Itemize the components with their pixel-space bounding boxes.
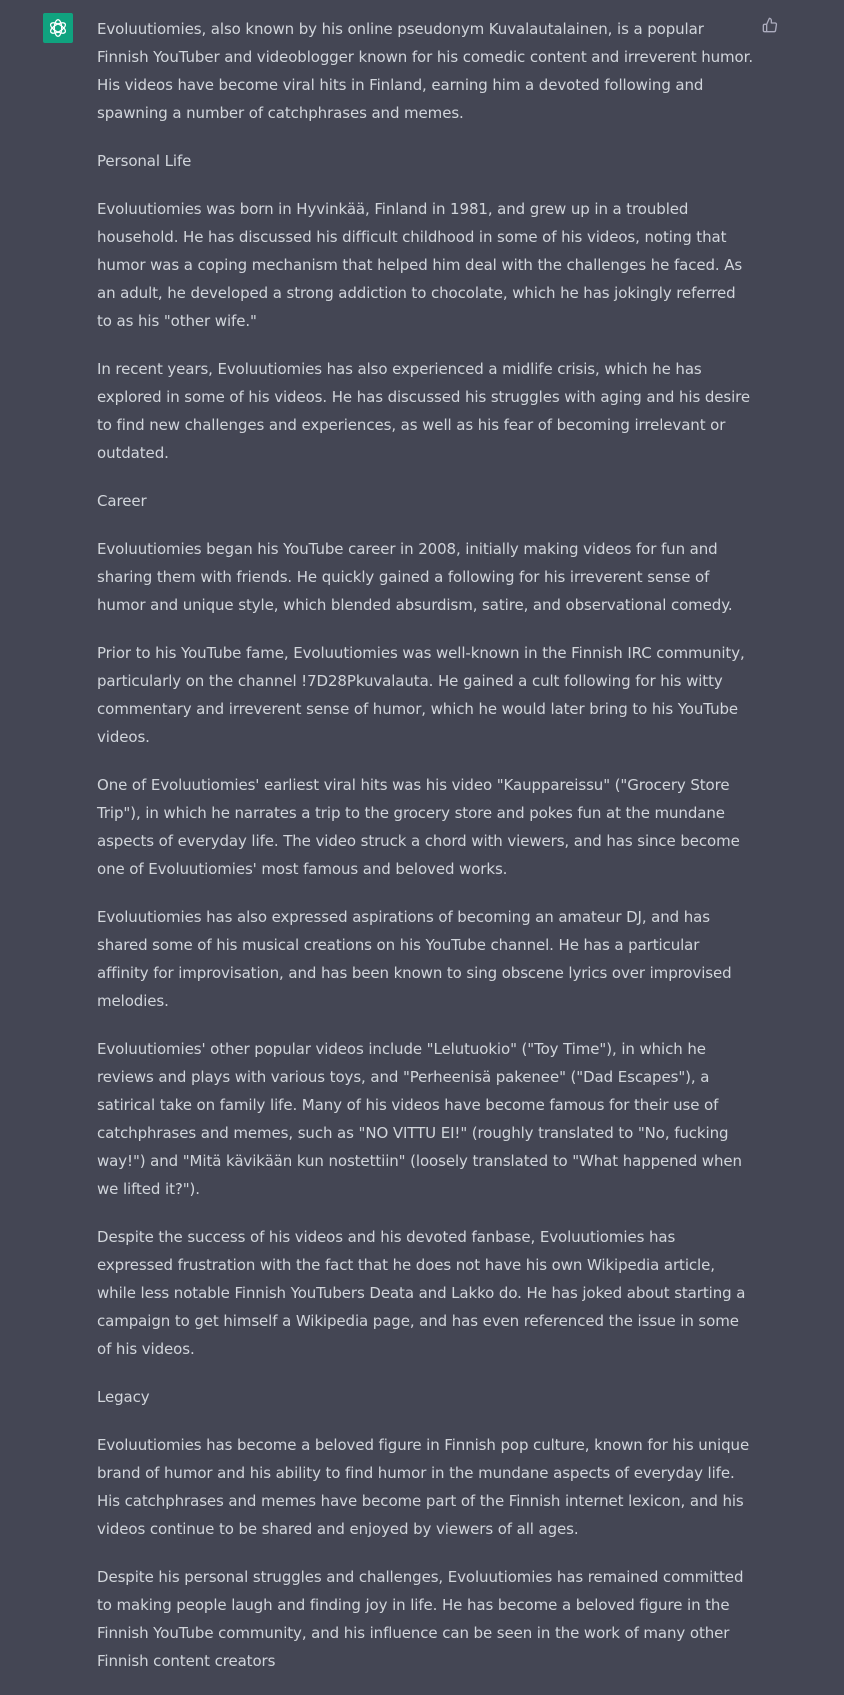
assistant-avatar <box>43 13 73 43</box>
openai-logo-icon <box>47 17 69 39</box>
thumbs-up-icon <box>762 17 778 33</box>
message-paragraph: Despite the success of his videos and his devoted fanbase, Evoluutiomies has expressed frustration with the fact that he does not have his own Wikipedia article, while less notable Finnish YouTubers Deata and Lakko do. He has joked about starting a campaign to get himself a Wikipedia page, and has even referenced the issue in some of his videos. <box>97 1228 746 1358</box>
message-paragraph: Prior to his YouTube fame, Evoluutiomies was well-known in the Finnish IRC community, particularly on the channel !7D28Pkuvalauta. He gained a cult following for his witty commentary and irreverent sense of humor, which he would later bring to his YouTube videos. <box>97 644 745 746</box>
message-paragraph: Evoluutiomies has become a beloved figure in Finnish pop culture, known for his unique brand of humor and his ability to find humor in the mundane aspects of everyday life. His catchphrases and memes have become part of the Finnish internet lexicon, and his videos continue to be shared and enjoyed by viewers of all ages. <box>97 1436 750 1538</box>
section-heading-personal-life: Personal Life <box>97 152 192 170</box>
message-paragraph: In recent years, Evoluutiomies has also experienced a midlife crisis, which he has explored in some of his videos. He has discussed his struggles with aging and his desire to find new challenges and experiences, as well as his fear of becoming irrelevant or outdated. <box>97 360 751 462</box>
message-paragraph: Evoluutiomies has also expressed aspirations of becoming an amateur DJ, and has shared some of his musical creations on his YouTube channel. He has a particular affinity for improvisation, and has been known to sing obscene lyrics over improvised melodies. <box>97 908 732 1010</box>
message-paragraph: Evoluutiomies was born in Hyvinkää, Finland in 1981, and grew up in a troubled household. He has discussed his difficult childhood in some of his videos, noting that humor was a coping mechanism that helped him deal with the challenges he faced. As an adult, he developed a strong addiction to chocolate, which he has jokingly referred to as his "other wife." <box>97 200 743 330</box>
assistant-message <box>97 15 754 1695</box>
section-heading-legacy: Legacy <box>97 1388 150 1406</box>
thumbs-up-button[interactable] <box>760 15 780 35</box>
section-heading-career: Career <box>97 492 147 510</box>
message-paragraph: Evoluutiomies began his YouTube career in 2008, initially making videos for fun and sharing them with friends. He quickly gained a following for his irreverent sense of humor and unique style, which blended absurdism, satire, and observational comedy. <box>97 540 733 614</box>
message-paragraph: Despite his personal struggles and challenges, Evoluutiomies has remained committed to making people laugh and finding joy in life. He has become a beloved figure in the Finnish YouTube community, and his influence can be seen in the work of many other Finnish content creators <box>97 1568 744 1670</box>
message-paragraph: One of Evoluutiomies' earliest viral hits was his video "Kauppareissu" ("Grocery Store Trip"), in which he narrates a trip to the grocery store and pokes fun at the mundane aspects of everyday life. The video struck a chord with viewers, and has since become one of Evoluutiomies' most famous and beloved works. <box>97 776 740 878</box>
message-paragraph: Evoluutiomies, also known by his online pseudonym Kuvalautalainen, is a popular Finnish YouTuber and videoblogger known for his comedic content and irreverent humor. His videos have become viral hits in Finland, earning him a devoted following and spawning a number of catchphrases and memes. <box>97 20 753 122</box>
message-paragraph: Evoluutiomies' other popular videos include "Lelutuokio" ("Toy Time"), in which he reviews and plays with various toys, and "Perheenisä pakenee" ("Dad Escapes"), a satirical take on family life. Many of his videos have become famous for their use of catchphrases and memes, such as "NO VITTU EI!" (roughly translated to "No, fucking way!") and "Mitä kävikään kun nostettiin" (loosely translated to "What happened when we lifted it?"). <box>97 1040 742 1198</box>
